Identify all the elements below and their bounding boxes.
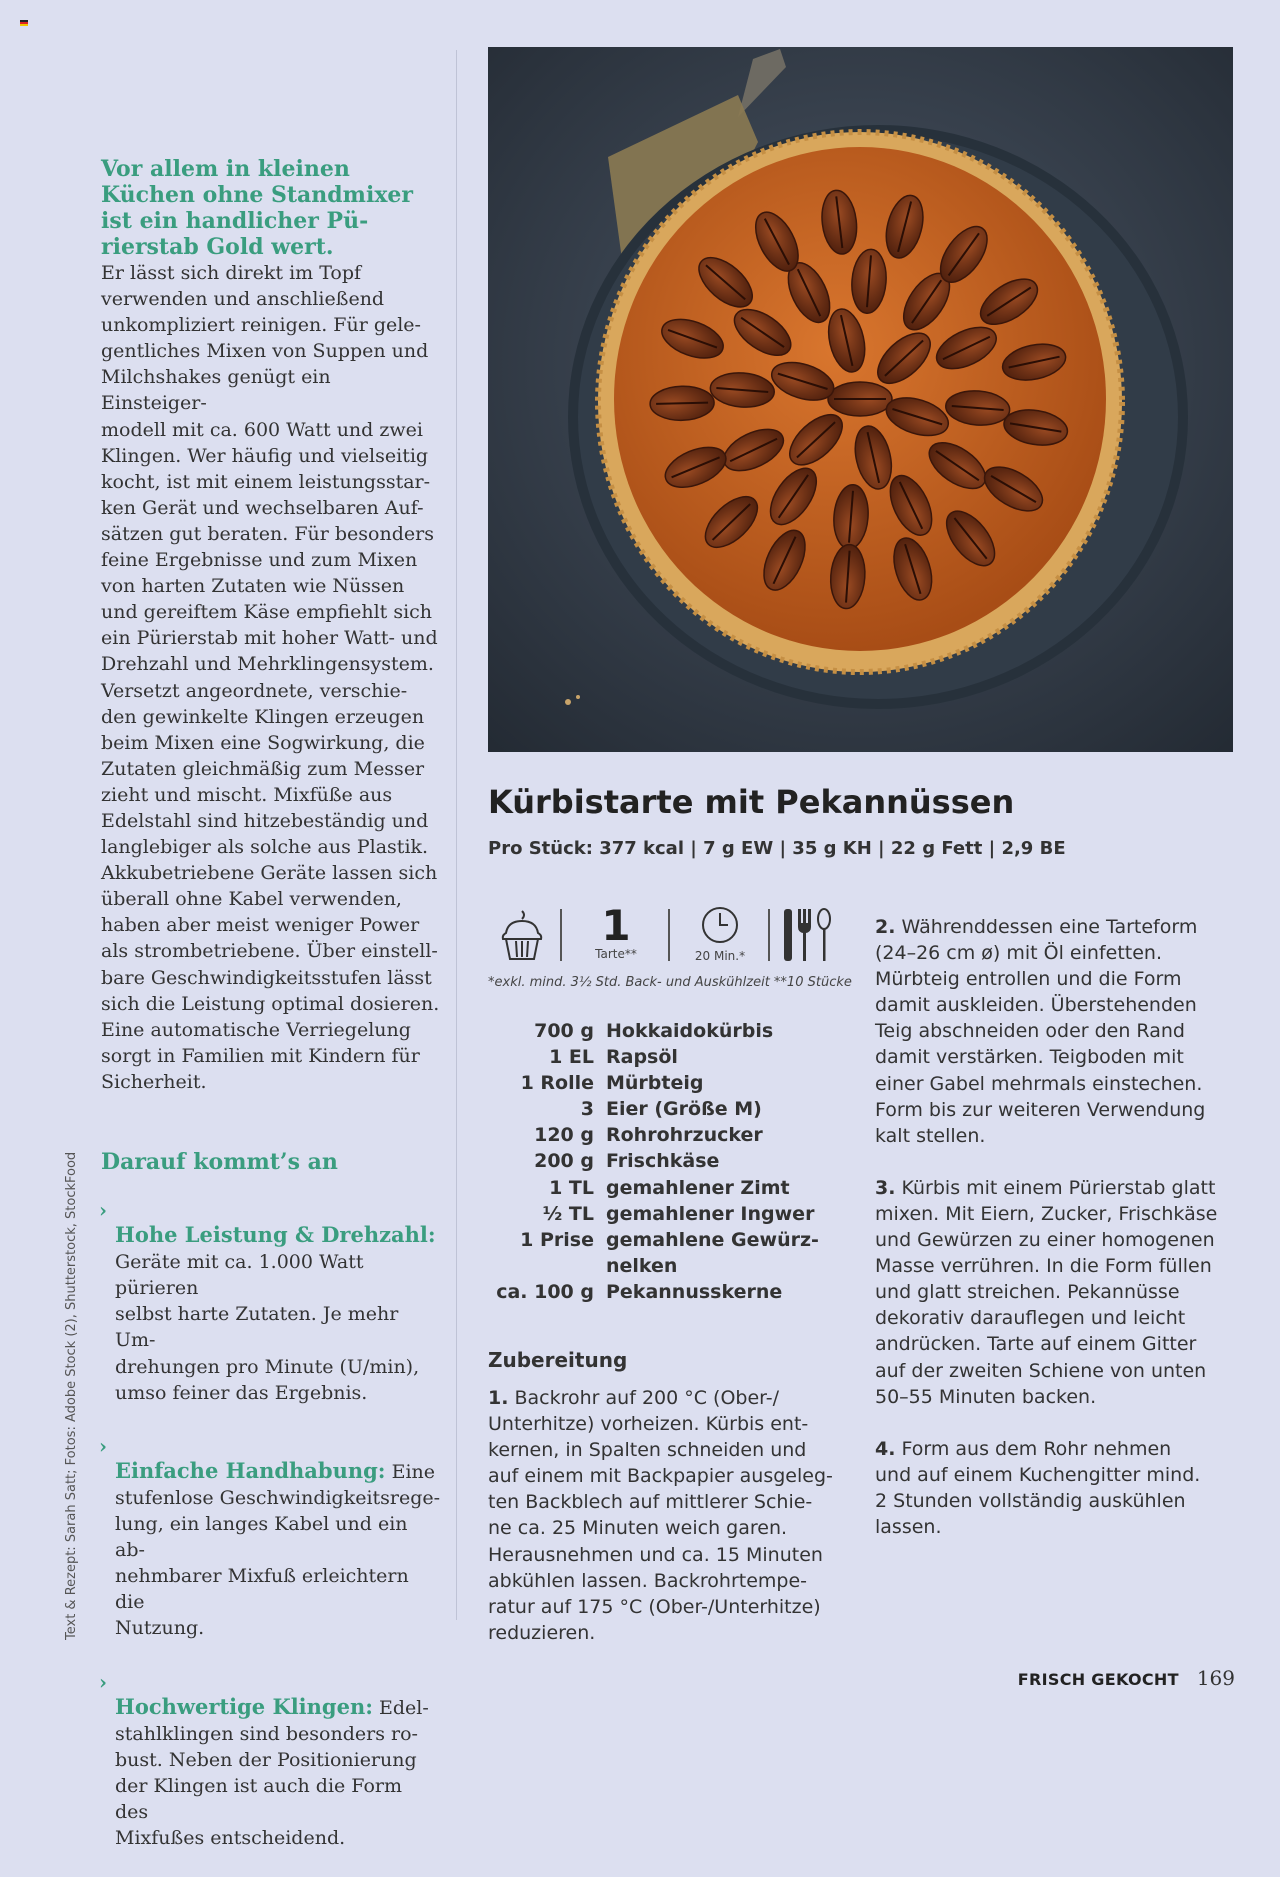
ingredient-list <box>488 1018 868 1305</box>
step-3 <box>875 1175 1245 1410</box>
recipe-title: Kürbistarte mit Pekannüssen <box>488 783 1015 821</box>
tip-text: Eine stufenlose Geschwindigkeitsrege- lung, ein langes Kabel und ein ab- nehmbarer Mixfuß erleichtern die Nutzung. <box>115 1460 441 1640</box>
ingredient-name: Rapsöl <box>606 1046 678 1069</box>
column-divider <box>456 50 457 1620</box>
tip-item <box>101 1432 441 1642</box>
ingredient-name: gemahlener Ingwer <box>606 1202 815 1225</box>
ingredient-row <box>488 1148 868 1174</box>
ingredient-row <box>488 1044 868 1070</box>
ingredient-name: Mürbteig <box>606 1072 704 1095</box>
ingredient-qty: 200 g <box>534 1150 594 1173</box>
step-text: Form aus dem Rohr nehmen und auf einem Kuchengitter mind. 2 Stunden vollständig auskühlen lassen. <box>875 1437 1201 1538</box>
clock-icon <box>680 905 760 949</box>
step-text: Backrohr auf 200 °C (Ober-/ Unterhitze) vorheizen. Kürbis ent- kernen, in Spalten schneiden und auf einem mit Backpapier ausgeleg- ten Backblech auf mittlerer Schie- ne ca. 25 Minuten weich garen. Herausnehmen und ca. 15 Minuten abkühlen lassen. Backrohrtempe- ratur auf 175 °C (Ober-/Unterhitze) reduzieren. <box>488 1387 833 1644</box>
ingredient-qty: ca. 100 g <box>496 1280 594 1303</box>
time-label: 20 Min.* <box>694 949 746 963</box>
nutrition-info: Pro Stück: 377 kcal | 7 g EW | 35 g KH | 22 g Fett | 2,9 BE <box>488 838 1066 859</box>
ingredient-row <box>488 1279 868 1305</box>
servings-label: Tarte** <box>595 947 637 961</box>
cake-icon <box>500 909 544 965</box>
photo-credit: Text & Rezept: Sarah Satt; Fotos: Adobe Stock (2), Shutterstock, StockFood <box>64 1151 79 1640</box>
ingredient-qty: 1 Rolle <box>520 1072 594 1095</box>
cutlery-icon <box>780 907 836 967</box>
intro-body: Er lässt sich direkt im Topf verwenden und anschließend unkompliziert reinigen. Für gele- gentliches Mixen von Suppen und Milchshakes genügt ein Einsteiger- modell mit ca. 600 Watt und zwei Klingen. Wer häufig und vielseitig kocht, ist mit einem leistungsstar- ken Gerät und wechselbaren Auf- sätzen gut beraten. Für besonders feine Ergebnisse und zum Mixen von harten Zutaten wie Nüssen und gereiftem Käse empfiehlt sich ein Pürierstab mit hoher Watt- und Drehzahl und Mehrklingensystem. Versetzt angeordnete, verschie- den gewinkelte Klingen erzeugen beim Mixen eine Sogwirkung, die Zutaten gleichmäßig zum Messer zieht und mischt. Mixfüße aus Edelstahl sind hitzebeständig und langlebiger als solche aus Plastik. Akkubetriebene Geräte lassen sich überall ohne Kabel verwenden, haben aber meist weniger Power als strombetriebene. Über einstell- bare Geschwindigkeitsstufen lässt sich die Leistung optimal dosieren. Eine automatische Verriegelung sorgt in Familien mit Kindern für Sicherheit. <box>101 262 440 1093</box>
tart-photo <box>488 47 1233 752</box>
ingredient-row <box>488 1122 868 1148</box>
recipe-info-box <box>500 901 860 965</box>
steps-column <box>875 914 1245 1566</box>
ingredient-qty: 700 g <box>534 1020 594 1042</box>
ingredient-name: gemahlene Gewürz- nelken <box>606 1228 819 1277</box>
page-number: 169 <box>1196 1666 1235 1690</box>
step-number: 4. <box>875 1437 896 1460</box>
ingredient-name: Rohrohrzucker <box>606 1124 763 1147</box>
ingredient-qty: 1 TL <box>549 1176 594 1199</box>
step-4 <box>875 1436 1245 1540</box>
intro-title: Vor allem in kleinen Küchen ohne Standmixer ist ein handlicher Pü- rierstab Gold wert. <box>101 156 414 260</box>
bullet-arrow-icon: › <box>99 1198 107 1222</box>
step-number: 1. <box>488 1387 509 1409</box>
tip-item <box>101 1196 441 1406</box>
ingredient-row <box>488 1096 868 1122</box>
bullet-arrow-icon: › <box>99 1669 107 1694</box>
servings-number: 1 <box>601 901 631 950</box>
tip-title: Einfache Handhabung: <box>115 1457 386 1483</box>
bullet-arrow-icon: › <box>99 1433 107 1458</box>
ingredient-row <box>488 1070 868 1096</box>
step-number: 3. <box>875 1176 896 1199</box>
tip-item <box>101 1668 441 1852</box>
divider <box>560 909 562 961</box>
servings <box>576 901 656 961</box>
ingredient-row <box>488 1227 868 1279</box>
ingredient-qty: 1 EL <box>549 1046 594 1069</box>
tip-text: Geräte mit ca. 1.000 Watt pürieren selbst harte Zutaten. Je mehr Um- drehungen pro Minute (U/min), umso feiner das Ergebnis. <box>115 1251 420 1404</box>
page-footer <box>1018 1666 1235 1690</box>
ingredient-row <box>488 1201 868 1227</box>
ingredient-name: Pekannusskerne <box>606 1280 783 1303</box>
recipe-footnote: *exkl. mind. 3½ Std. Back- und Auskühlzeit **10 Stücke <box>488 975 852 990</box>
tip-title: Hochwertige Klingen: <box>115 1693 373 1719</box>
tip-text: Edel- stahlklingen sind besonders ro- bust. Neben der Positionierung der Klingen ist auch die Form des Mixfußes entscheidend. <box>115 1696 429 1850</box>
ingredient-row <box>488 1175 868 1201</box>
ingredient-name: Frischkäse <box>606 1150 720 1173</box>
ingredient-row <box>488 1018 868 1044</box>
ingredient-name: Hokkaidokürbis <box>606 1020 774 1042</box>
ingredient-qty: ½ TL <box>542 1202 594 1225</box>
preparation-title: Zubereitung <box>488 1348 628 1372</box>
step-text: Währenddessen eine Tarteform (24–26 cm ø) mit Öl einfetten. Mürbteig entrollen und die Form damit auskleiden. Überstehenden Teig abschneiden oder den Rand damit verstärken. Teigboden mit einer Gabel mehrmals einstechen. Form bis zur weiteren Verwendung kalt stellen. <box>875 916 1206 1147</box>
ingredient-qty: 120 g <box>534 1124 594 1147</box>
ingredient-name: Eier (Größe M) <box>606 1098 762 1121</box>
divider <box>668 909 670 961</box>
divider <box>768 909 770 961</box>
article-column <box>101 156 441 1877</box>
step-1 <box>488 1385 848 1646</box>
tip-title: Hohe Leistung & Drehzahl: <box>115 1222 436 1248</box>
time <box>680 905 760 963</box>
step-text: Kürbis mit einem Pürierstab glatt mixen. Mit Eiern, Zucker, Frischkäse und Gewürzen zu einer homogenen Masse verrühren. In die Form füllen und glatt streichen. Pekannüsse dekorativ darauflegen und leicht andrücken. Tarte auf einem Gitter auf der zweiten Schiene von unten 50–55 Minuten backen. <box>875 1176 1218 1408</box>
step-number: 2. <box>875 916 896 938</box>
ingredient-qty: 1 Prise <box>520 1228 594 1251</box>
section-title: Darauf kommt’s an <box>101 1149 338 1175</box>
flag-icon <box>20 20 28 26</box>
ingredient-name: gemahlener Zimt <box>606 1176 790 1199</box>
step-2 <box>875 914 1245 1149</box>
magazine-brand: FRISCH GEKOCHT <box>1017 1670 1179 1689</box>
ingredient-qty: 3 <box>580 1098 594 1121</box>
